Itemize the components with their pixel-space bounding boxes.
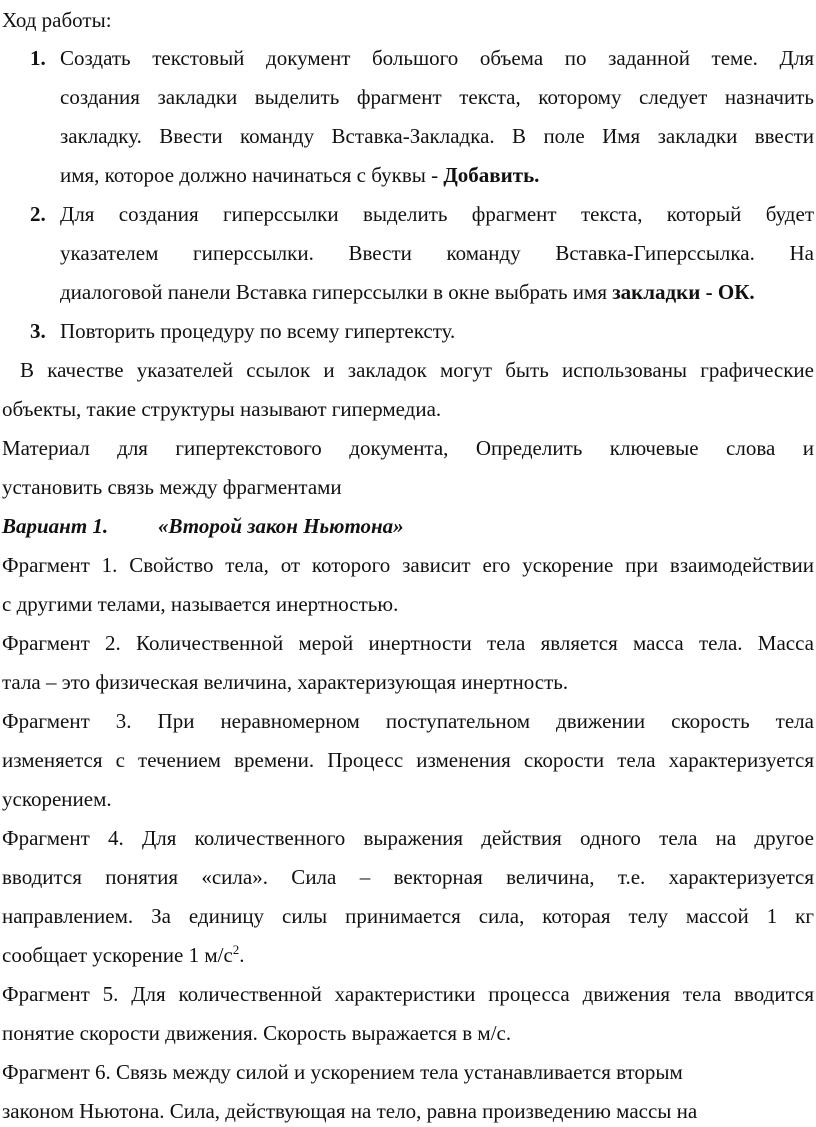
step-line: закладку. Ввести команду Вставка-Закладка. В поле Имя закладки ввести <box>60 123 814 148</box>
fragment-line: ускорением. <box>2 786 112 811</box>
fragment-line: законом Ньютона. Сила, действующая на тело, равна произведению массы на <box>2 1099 698 1123</box>
step-text: диалоговой панели Вставка гиперссылки в окне выбрать имя <box>60 279 613 304</box>
step-line <box>60 163 539 187</box>
fragment-text: . <box>239 942 245 967</box>
step-bold-action: закладки - ОК. <box>612 279 755 304</box>
step-number: 3. <box>30 318 46 343</box>
fragment-line: направлением. За единицу силы принимается сила, которая телу массой 1 кг <box>2 903 814 928</box>
paragraph-line: объекты, такие структуры называют гипермедиа. <box>2 396 442 421</box>
fragment-line: с другими телами, называется инертностью. <box>2 591 399 616</box>
fragment-line: Фрагмент 4. Для количественного выражения действия одного тела на другое <box>2 825 814 850</box>
fragment-line <box>2 943 245 967</box>
fragment-line: вводится понятия «сила». Сила – векторная величина, т.е. характеризуется <box>2 864 814 889</box>
step-line <box>60 280 755 304</box>
step-text: имя, которое должно начинаться с буквы - <box>60 162 444 187</box>
fragment-line: Фрагмент 5. Для количественной характеристики процесса движения тела вводится <box>2 981 814 1006</box>
work-heading: Ход работы: <box>2 7 112 32</box>
step-line: Для создания гиперссылки выделить фрагмент текста, который будет <box>60 201 814 226</box>
fragment-line: тала – это физическая величина, характеризующая инертность. <box>2 669 569 694</box>
paragraph-line: установить связь между фрагментами <box>2 474 342 499</box>
fragment-line: Фрагмент 3. При неравномерном поступательном движении скорость тела <box>2 708 814 733</box>
step-number: 2. <box>30 201 46 226</box>
fragment-line: изменяется с течением времени. Процесс изменения скорости тела характеризуется <box>2 747 814 772</box>
step-line: Создать текстовый документ большого объема по заданной теме. Для <box>60 45 814 70</box>
step-number: 1. <box>30 45 46 70</box>
fragment-text: сообщает ускорение 1 м/с <box>2 942 233 967</box>
variant-title: «Второй закон Ньютона» <box>158 513 404 538</box>
fragment-line: понятие скорости движения. Скорость выражается в м/с. <box>2 1020 512 1045</box>
step-bold-action: Добавить. <box>443 162 540 187</box>
paragraph-line: В качестве указателей ссылок и закладок могут быть использованы графические <box>20 357 814 382</box>
fragment-line: Фрагмент 2. Количественной мерой инертности тела является масса тела. Масса <box>2 630 814 655</box>
step-line: указателем гиперссылки. Ввести команду Вставка-Гиперссылка. На <box>60 240 814 265</box>
variant-label: Вариант 1. <box>2 513 109 538</box>
step-line: Повторить процедуру по всему гипертексту. <box>60 318 456 343</box>
fragment-line: Фрагмент 6. Связь между силой и ускорением тела устанавливается вторым <box>2 1059 683 1084</box>
fragment-line: Фрагмент 1. Свойство тела, от которого зависит его ускорение при взаимодействии <box>2 552 814 577</box>
step-line: создания закладки выделить фрагмент текста, которому следует назначить <box>60 84 814 109</box>
paragraph-line: Материал для гипертекстового документа, Определить ключевые слова и <box>2 435 814 460</box>
superscript: 2 <box>232 941 240 957</box>
